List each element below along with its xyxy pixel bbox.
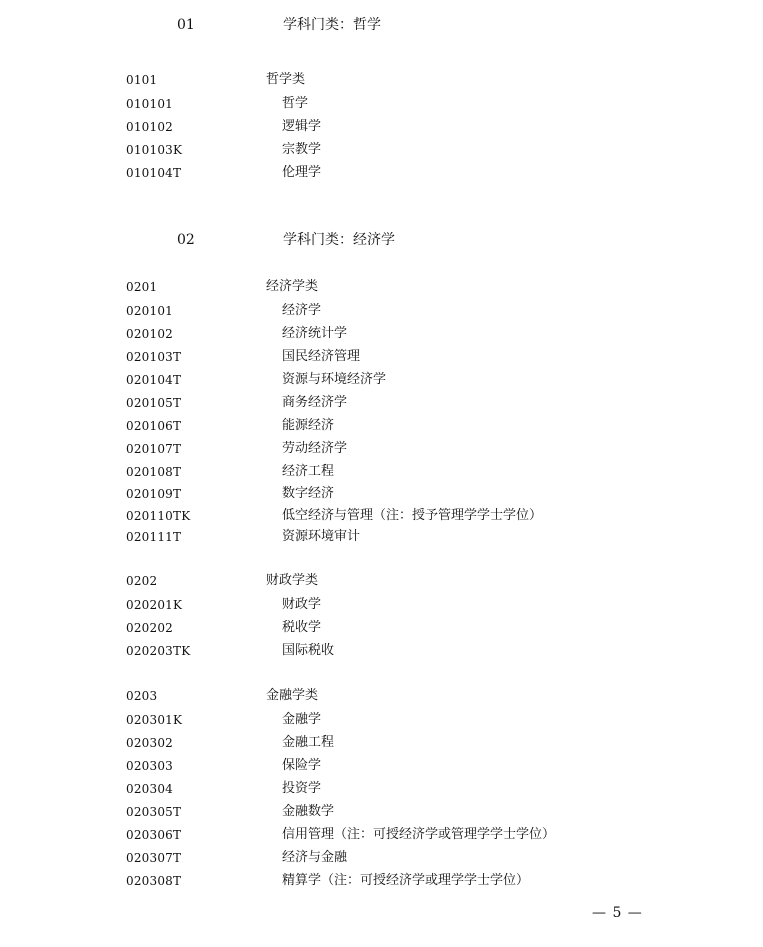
major-code: 020201K — [126, 598, 183, 612]
category-code: 02 — [177, 232, 195, 248]
major-name: 低空经济与管理（注：授予管理学学士学位） — [282, 508, 543, 523]
major-name: 经济工程 — [282, 464, 335, 479]
major-name: 能源经济 — [282, 418, 335, 433]
major-row — [0, 617, 763, 639]
major-row — [0, 346, 763, 368]
major-name: 宗教学 — [282, 142, 322, 157]
major-row — [0, 824, 763, 846]
major-name: 税收学 — [282, 620, 322, 635]
major-code: 020307T — [126, 851, 182, 865]
category-title: 学科门类：哲学 — [283, 17, 381, 33]
class-name: 财政学类 — [266, 573, 319, 588]
major-row — [0, 461, 763, 483]
major-row — [0, 116, 763, 138]
major-code: 020107T — [126, 442, 182, 456]
class-name: 经济学类 — [266, 279, 319, 294]
major-row — [0, 93, 763, 115]
major-code: 020308T — [126, 874, 182, 888]
major-row — [0, 640, 763, 662]
major-code: 010102 — [126, 120, 174, 134]
major-name: 金融工程 — [282, 735, 335, 750]
major-row — [0, 732, 763, 754]
major-row — [0, 801, 763, 823]
major-row — [0, 300, 763, 322]
major-code: 020203TK — [126, 644, 191, 658]
major-name: 数字经济 — [282, 486, 335, 501]
major-name: 金融数学 — [282, 804, 335, 819]
major-name: 经济与金融 — [282, 850, 348, 865]
major-code: 020111T — [126, 530, 182, 544]
class-row — [0, 570, 763, 592]
major-name: 财政学 — [282, 597, 322, 612]
major-code: 020202 — [126, 621, 174, 635]
major-code: 020103T — [126, 350, 182, 364]
major-code: 020304 — [126, 782, 174, 796]
major-name: 逻辑学 — [282, 119, 322, 134]
major-row — [0, 594, 763, 616]
major-code: 020102 — [126, 327, 174, 341]
major-row — [0, 870, 763, 892]
major-row — [0, 369, 763, 391]
major-row — [0, 526, 763, 548]
major-row — [0, 323, 763, 345]
class-row — [0, 685, 763, 707]
class-name: 金融学类 — [266, 688, 319, 703]
major-row — [0, 139, 763, 161]
major-row — [0, 415, 763, 437]
class-code: 0201 — [126, 280, 158, 294]
major-code: 010104T — [126, 166, 182, 180]
class-row — [0, 69, 763, 91]
major-name: 国民经济管理 — [282, 349, 361, 364]
major-name: 资源与环境经济学 — [282, 372, 387, 387]
major-name: 投资学 — [282, 781, 322, 796]
major-code: 020105T — [126, 396, 182, 410]
major-code: 020101 — [126, 304, 174, 318]
major-row — [0, 847, 763, 869]
class-name: 哲学类 — [266, 72, 306, 87]
major-code: 010101 — [126, 97, 174, 111]
major-code: 020301K — [126, 713, 183, 727]
major-code: 020109T — [126, 487, 182, 501]
major-name: 保险学 — [282, 758, 322, 773]
major-name: 哲学 — [282, 96, 309, 111]
major-name: 劳动经济学 — [282, 441, 348, 456]
major-code: 020106T — [126, 419, 182, 433]
class-code: 0202 — [126, 574, 158, 588]
major-row — [0, 709, 763, 731]
major-code: 020303 — [126, 759, 174, 773]
major-name: 资源环境审计 — [282, 529, 361, 544]
major-name: 商务经济学 — [282, 395, 348, 410]
major-code: 020306T — [126, 828, 182, 842]
category-title: 学科门类：经济学 — [283, 232, 395, 248]
major-name: 国际税收 — [282, 643, 335, 658]
major-name: 精算学（注：可授经济学或理学学士学位） — [282, 873, 530, 888]
major-row — [0, 438, 763, 460]
class-row — [0, 276, 763, 298]
major-code: 020305T — [126, 805, 182, 819]
major-name: 信用管理（注：可授经济学或管理学学士学位） — [282, 827, 556, 842]
major-code: 020302 — [126, 736, 174, 750]
major-row — [0, 755, 763, 777]
category-header — [0, 14, 763, 36]
major-code: 010103K — [126, 143, 183, 157]
class-code: 0203 — [126, 689, 158, 703]
major-code: 020110TK — [126, 509, 191, 523]
major-row — [0, 778, 763, 800]
class-code: 0101 — [126, 73, 158, 87]
major-name: 金融学 — [282, 712, 322, 727]
page-number: — 5 — — [592, 905, 643, 921]
category-header — [0, 229, 763, 251]
major-name: 经济学 — [282, 303, 322, 318]
major-name: 经济统计学 — [282, 326, 348, 341]
major-row — [0, 392, 763, 414]
major-code: 020108T — [126, 465, 182, 479]
major-row — [0, 483, 763, 505]
major-row — [0, 505, 763, 527]
major-row — [0, 162, 763, 184]
category-code: 01 — [177, 17, 195, 33]
major-name: 伦理学 — [282, 165, 322, 180]
major-code: 020104T — [126, 373, 182, 387]
